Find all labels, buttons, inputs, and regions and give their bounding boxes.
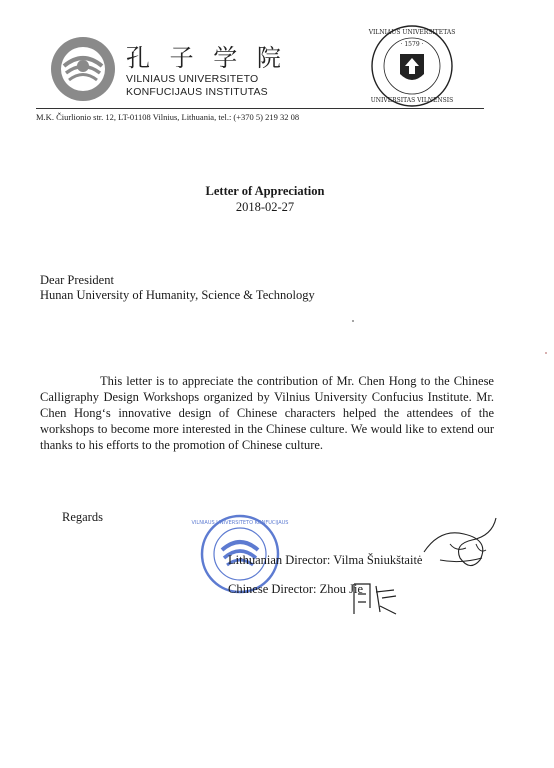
institute-name-line2: KONFUCIJAUS INSTITUTAS xyxy=(126,86,268,98)
lithuanian-director-signature xyxy=(420,514,500,576)
institute-address: M.K. Čiurlionio str. 12, LT-01108 Vilnius, Lithuania, tel.: (+370 5) 219 32 08 xyxy=(36,112,300,122)
svg-text:VILNIAUS UNIVERSITETO KONFUCIJ: VILNIAUS UNIVERSITETO KONFUCIJAUS xyxy=(191,520,289,526)
institute-chinese-name: 孔 子 学 院 xyxy=(126,44,287,72)
lithuanian-director: Lithuanian Director: Vilma Šniukštaitė xyxy=(228,553,423,567)
chinese-director: Chinese Director: Zhou Jie xyxy=(228,582,364,596)
closing: Regards xyxy=(62,510,103,524)
chinese-director-signature xyxy=(350,578,400,618)
header-divider xyxy=(36,108,484,109)
salutation: Dear President xyxy=(40,273,114,287)
vilnius-university-seal xyxy=(370,24,454,108)
recipient-institution: Hunan University of Humanity, Science & Technology xyxy=(40,288,315,302)
letter-date: 2018-02-27 xyxy=(235,200,295,214)
letter-title: Letter of Appreciation xyxy=(205,184,325,198)
letter-body: This letter is to appreciate the contribution of Mr. Chen Hong to the Chinese Calligraphy Design Workshops organized by Vilnius University Confucius Institute. Mr. Chen Hong‘s innovative design of Chinese characters helped the attendees of the workshops to become more interested in the Chinese culture. We would like to extend our thanks to his efforts to the promotion of Chinese culture. xyxy=(40,374,494,452)
institute-name-line1: VILNIAUS UNIVERSITETO xyxy=(126,73,259,85)
svg-text:· 1579 ·: · 1579 · xyxy=(400,41,424,48)
svg-text:UNIVERSITAS VILNENSIS: UNIVERSITAS VILNENSIS xyxy=(370,97,454,104)
svg-text:VILNIAUS UNIVERSITETAS: VILNIAUS UNIVERSITETAS xyxy=(368,29,456,36)
confucius-institute-logo xyxy=(50,36,116,102)
paper-speck xyxy=(545,352,547,354)
paper-speck xyxy=(352,320,354,322)
